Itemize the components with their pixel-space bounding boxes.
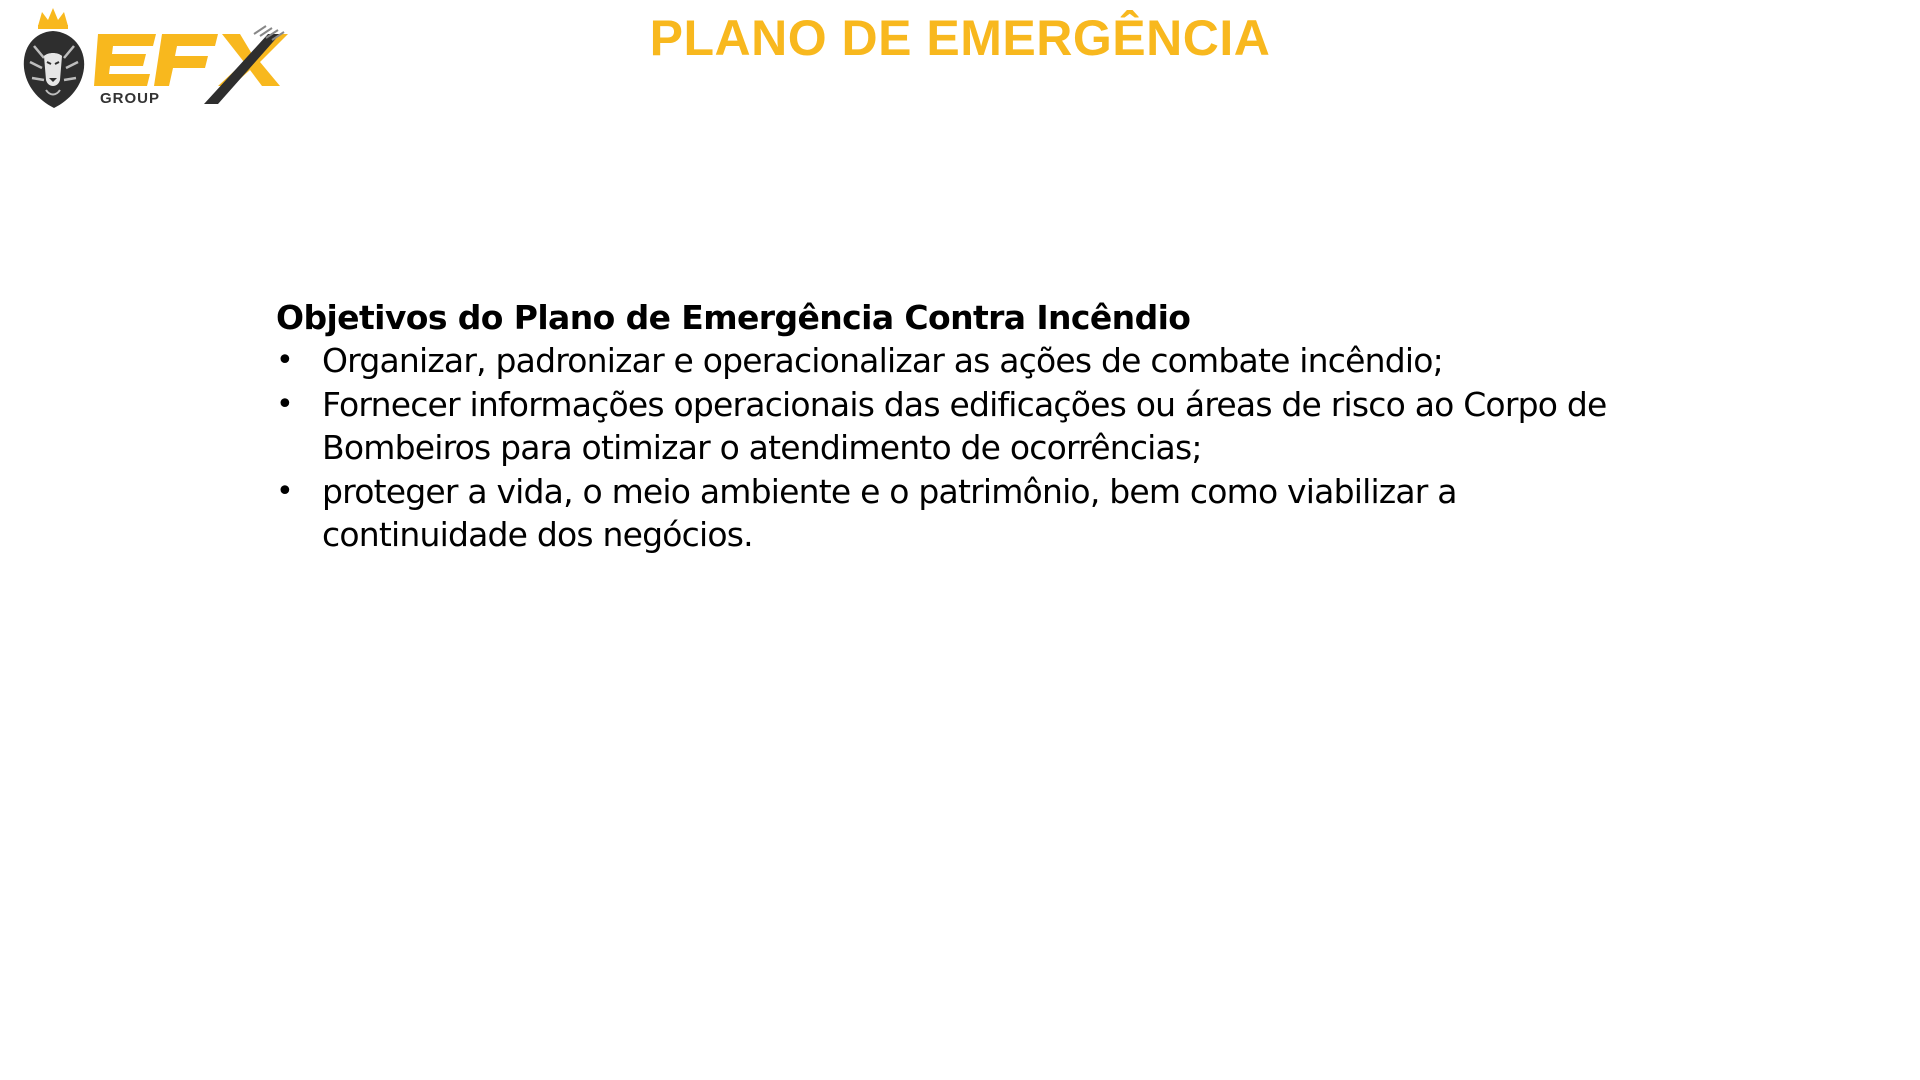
list-item-text: proteger a vida, o meio ambiente e o patrimônio, bem como viabilizar a continuidade dos negócios. [322, 471, 1457, 554]
list-item [276, 470, 1666, 557]
list-item [276, 383, 1666, 470]
list-item [276, 339, 1666, 383]
objectives-heading: Objetivos do Plano de Emergência Contra Incêndio [276, 298, 1191, 337]
lion-head-icon [24, 31, 84, 108]
list-item-text: Organizar, padronizar e operacionalizar as ações de combate incêndio; [322, 341, 1443, 380]
list-item-text: Fornecer informações operacionais das edificações ou áreas de risco ao Corpo de Bombeiros para otimizar o atendimento de ocorrências; [322, 384, 1607, 467]
bullet-icon: • [276, 473, 293, 509]
bullet-icon: • [276, 343, 293, 378]
crown-icon [38, 8, 68, 29]
logo-letter-f [154, 34, 218, 86]
bullet-icon: • [276, 386, 293, 422]
svg-text:GROUP: GROUP [100, 90, 161, 107]
objectives-list [276, 339, 1666, 557]
slide-title: PLANO DE EMERGÊNCIA [649, 10, 1271, 66]
logo-letter-e [94, 34, 156, 86]
content-block [276, 296, 1666, 557]
